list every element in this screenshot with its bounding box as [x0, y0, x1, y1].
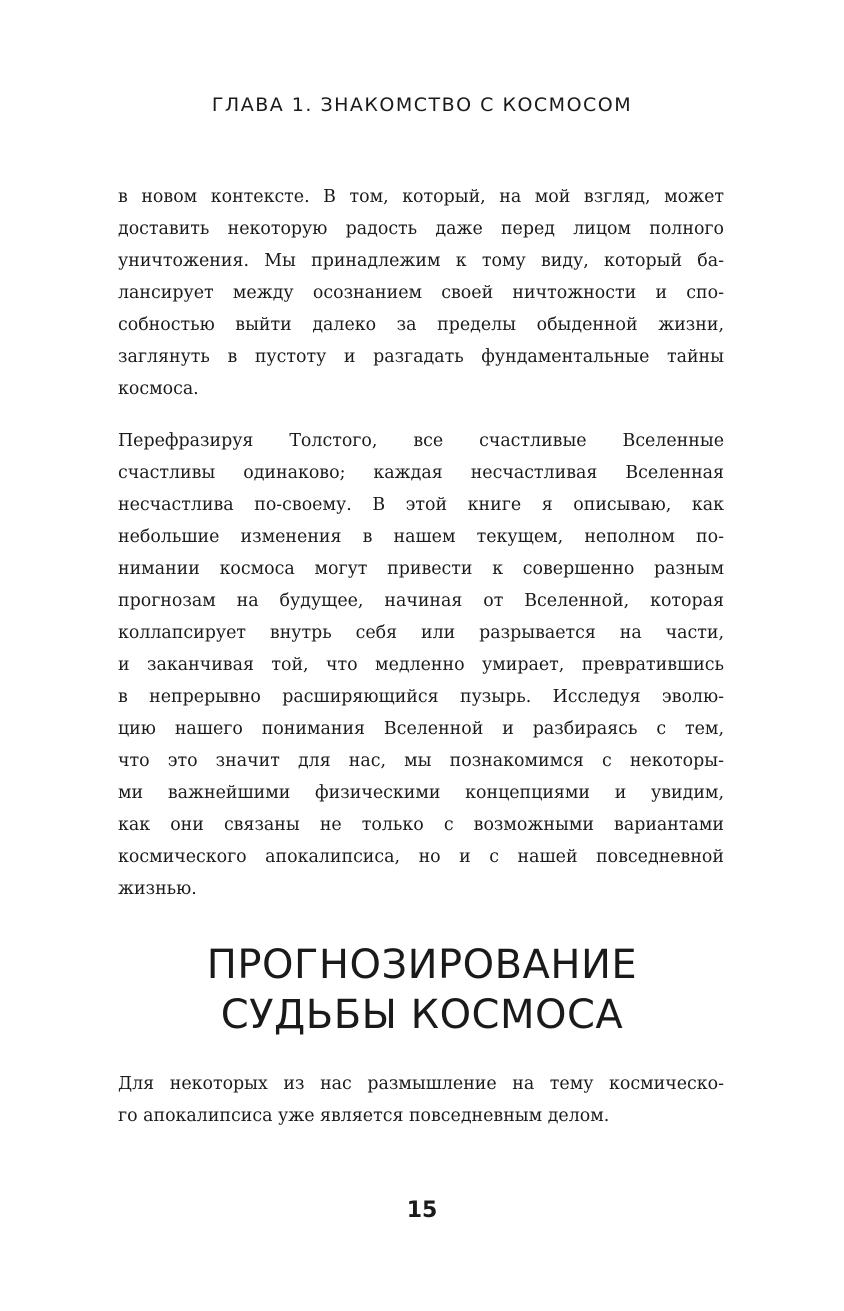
text-line: цию нашего понимания Вселенной и разбираясь с тем,	[118, 719, 724, 739]
text-line: и заканчивая той, что медленно умирает, превратившись	[118, 655, 724, 675]
section-heading-line: СУДЬБЫ КОСМОСА	[220, 992, 624, 1038]
text-line: как они связаны не только с возможными вариантами	[118, 815, 724, 835]
text-line: уничтожения. Мы принадлежим к тому виду, который ба-	[118, 251, 724, 271]
text-line: коллапсирует внутрь себя или разрывается на части,	[118, 623, 724, 643]
text-line: лансирует между осознанием своей ничтожности и спо-	[118, 283, 724, 303]
text-line: космического апокалипсиса, но и с нашей повседневной	[118, 847, 724, 867]
text-line: нимании космоса могут привести к совершенно разным	[118, 559, 724, 579]
text-line: Для некоторых из нас размышление на тему космическо-	[118, 1074, 724, 1094]
text-line: что это значит для нас, мы познакомимся с некоторы-	[118, 751, 724, 771]
running-head: ГЛАВА 1. ЗНАКОМСТВО С КОСМОСОМ	[211, 94, 633, 116]
text-line: в новом контексте. В том, который, на мой взгляд, может	[118, 187, 724, 207]
text-line: в непрерывно расширяющийся пузырь. Исследуя эволю-	[118, 687, 724, 707]
text-line: доставить некоторую радость даже перед лицом полного	[118, 219, 724, 239]
text-line: ми важнейшими физическими концепциями и увидим,	[118, 783, 724, 803]
text-line: Перефразируя Толстого, все счастливые Вселенные	[118, 431, 724, 451]
text-line: несчастлива по-своему. В этой книге я описываю, как	[118, 495, 724, 515]
text-line: счастливы одинаково; каждая несчастливая Вселенная	[118, 463, 724, 483]
page-number: 15	[406, 1198, 438, 1223]
paragraph-3	[118, 1068, 724, 1132]
text-line: заглянуть в пустоту и разгадать фундаментальные тайны	[118, 347, 724, 367]
text-line: жизнью.	[118, 879, 197, 899]
text-line: небольшие изменения в нашем текущем, неполном по-	[118, 527, 724, 547]
section-heading	[0, 940, 844, 1040]
text-line: собностью выйти далеко за пределы обыденной жизни,	[118, 315, 724, 335]
text-line: го апокалипсиса уже является повседневным делом.	[118, 1106, 610, 1126]
text-line: прогнозам на будущее, начиная от Вселенной, которая	[118, 591, 724, 611]
text-line: космоса.	[118, 379, 199, 399]
paragraph-2	[118, 425, 724, 905]
section-heading-line: ПРОГНОЗИРОВАНИЕ	[206, 942, 638, 988]
paragraph-1	[118, 181, 724, 405]
